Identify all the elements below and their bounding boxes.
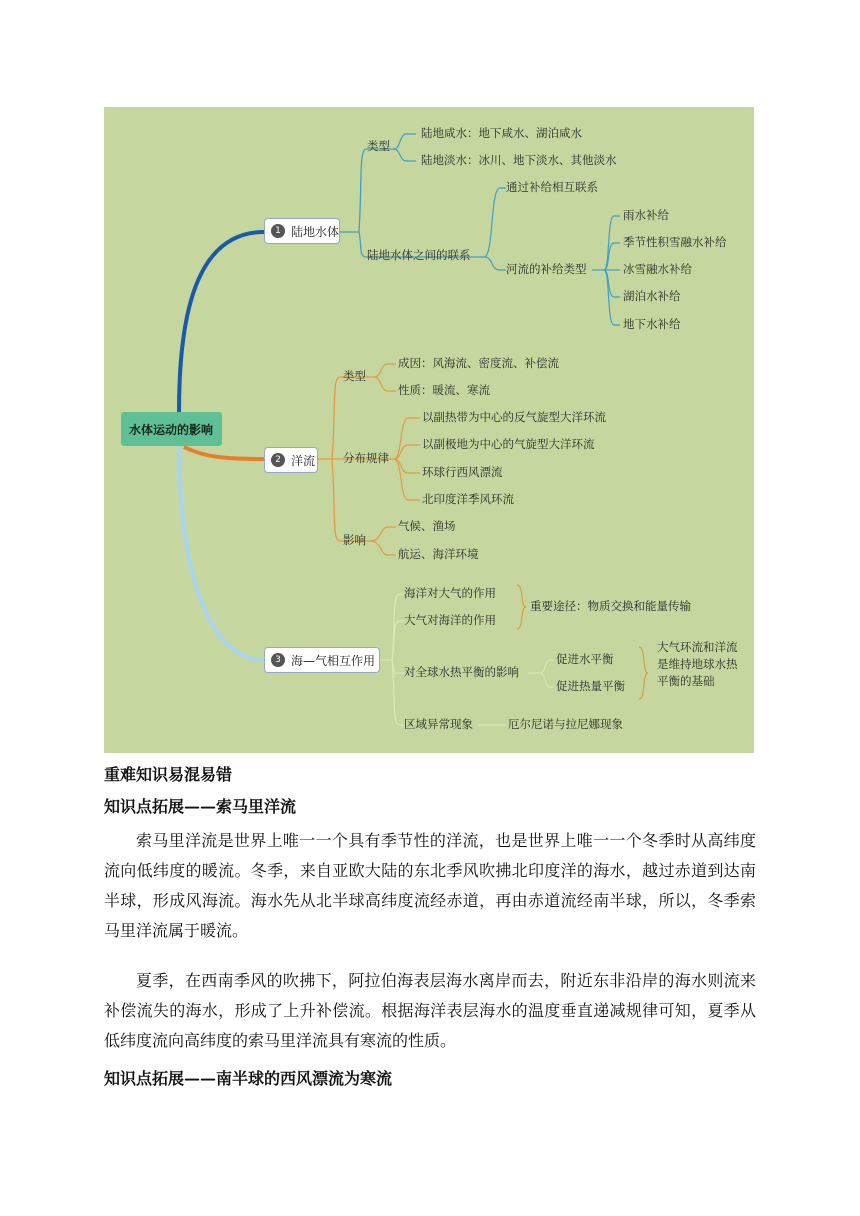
supply-type-item: 雨水补给 xyxy=(623,208,669,222)
number-badge: 2 xyxy=(271,453,285,467)
topic-node-ocean-current xyxy=(264,447,318,473)
balance-note: 大气环流和洋流是维持地球水热平衡的基础 xyxy=(657,640,738,688)
current-type-item: 成因：风海流、密度流、补偿流 xyxy=(398,356,559,370)
section-heading: 重难知识易混易错 xyxy=(104,765,233,784)
distribution-item: 以副极地为中心的气旋型大洋环流 xyxy=(422,437,595,451)
supply-type-item: 季节性积雪融水补给 xyxy=(623,235,727,249)
exchange-path: 重要途径：物质交换和能量传输 xyxy=(530,599,691,613)
land-water-type-label: 类型 xyxy=(367,139,390,153)
topic-node-sea-air xyxy=(264,647,380,673)
topic-label: 陆地水体 xyxy=(291,224,340,239)
topic-node-land-water xyxy=(264,218,340,244)
land-water-type-item: 陆地淡水：冰川、地下淡水、其他淡水 xyxy=(421,153,617,167)
distribution-item: 环球行西风漂流 xyxy=(422,465,503,479)
impact-label: 影响 xyxy=(343,533,366,547)
subsection-heading: 知识点拓展——索马里洋流 xyxy=(104,797,297,816)
anomaly-label: 区域异常现象 xyxy=(404,717,473,731)
balance-item: 促进水平衡 xyxy=(556,652,614,666)
current-type-label: 类型 xyxy=(343,369,366,383)
number-badge: 3 xyxy=(271,653,285,667)
paragraph: 索马里洋流是世界上唯一一个具有季节性的洋流，也是世界上唯一一个冬季时从高纬度流向低纬度的暖流。冬季，来自亚欧大陆的东北季风吹拂北印度洋的海水，越过赤道到达南半球，形成风海流。海水先从北半球高纬度流经赤道，再由赤道流经南半球，所以，冬季索马里洋流属于暖流。 xyxy=(104,831,756,940)
balance-label: 对全球水热平衡的影响 xyxy=(404,665,519,679)
sea-air-item: 海洋对大气的作用 xyxy=(404,586,496,600)
land-water-type-item: 陆地咸水：地下咸水、湖泊咸水 xyxy=(421,126,582,140)
anomaly-item: 厄尔尼诺与拉尼娜现象 xyxy=(508,717,623,731)
topic-label: 海—气相互作用 xyxy=(291,653,376,668)
mind-map xyxy=(104,107,754,753)
topic-label: 洋流 xyxy=(291,453,316,468)
supply-type-item: 湖泊水补给 xyxy=(623,289,681,303)
current-type-item: 性质：暖流、寒流 xyxy=(398,383,490,397)
distribution-item: 以副热带为中心的反气旋型大洋环流 xyxy=(422,410,606,424)
land-water-relation-label: 陆地水体之间的联系 xyxy=(367,248,471,262)
root-node: 水体运动的影响 xyxy=(121,412,222,446)
relation-item: 通过补给相互联系 xyxy=(506,180,598,194)
distribution-item: 北印度洋季风环流 xyxy=(422,492,514,506)
balance-item: 促进热量平衡 xyxy=(556,679,625,693)
number-badge: 1 xyxy=(271,224,285,238)
impact-item: 航运、海洋环境 xyxy=(398,547,479,561)
paragraph: 夏季，在西南季风的吹拂下，阿拉伯海表层海水离岸而去，附近东非沿岸的海水则流来补偿流失的海水，形成了上升补偿流。根据海洋表层海水的温度垂直递减规律可知，夏季从低纬度流向高纬度的索马里洋流具有寒流的性质。 xyxy=(104,971,756,1050)
distribution-label: 分布规律 xyxy=(343,451,389,465)
relation-item: 河流的补给类型 xyxy=(506,262,587,276)
supply-type-item: 冰雪融水补给 xyxy=(623,262,692,276)
supply-type-item: 地下水补给 xyxy=(623,317,681,331)
subsection-heading: 知识点拓展——南半球的西风漂流为寒流 xyxy=(104,1069,393,1088)
sea-air-item: 大气对海洋的作用 xyxy=(404,613,496,627)
impact-item: 气候、渔场 xyxy=(398,519,456,533)
